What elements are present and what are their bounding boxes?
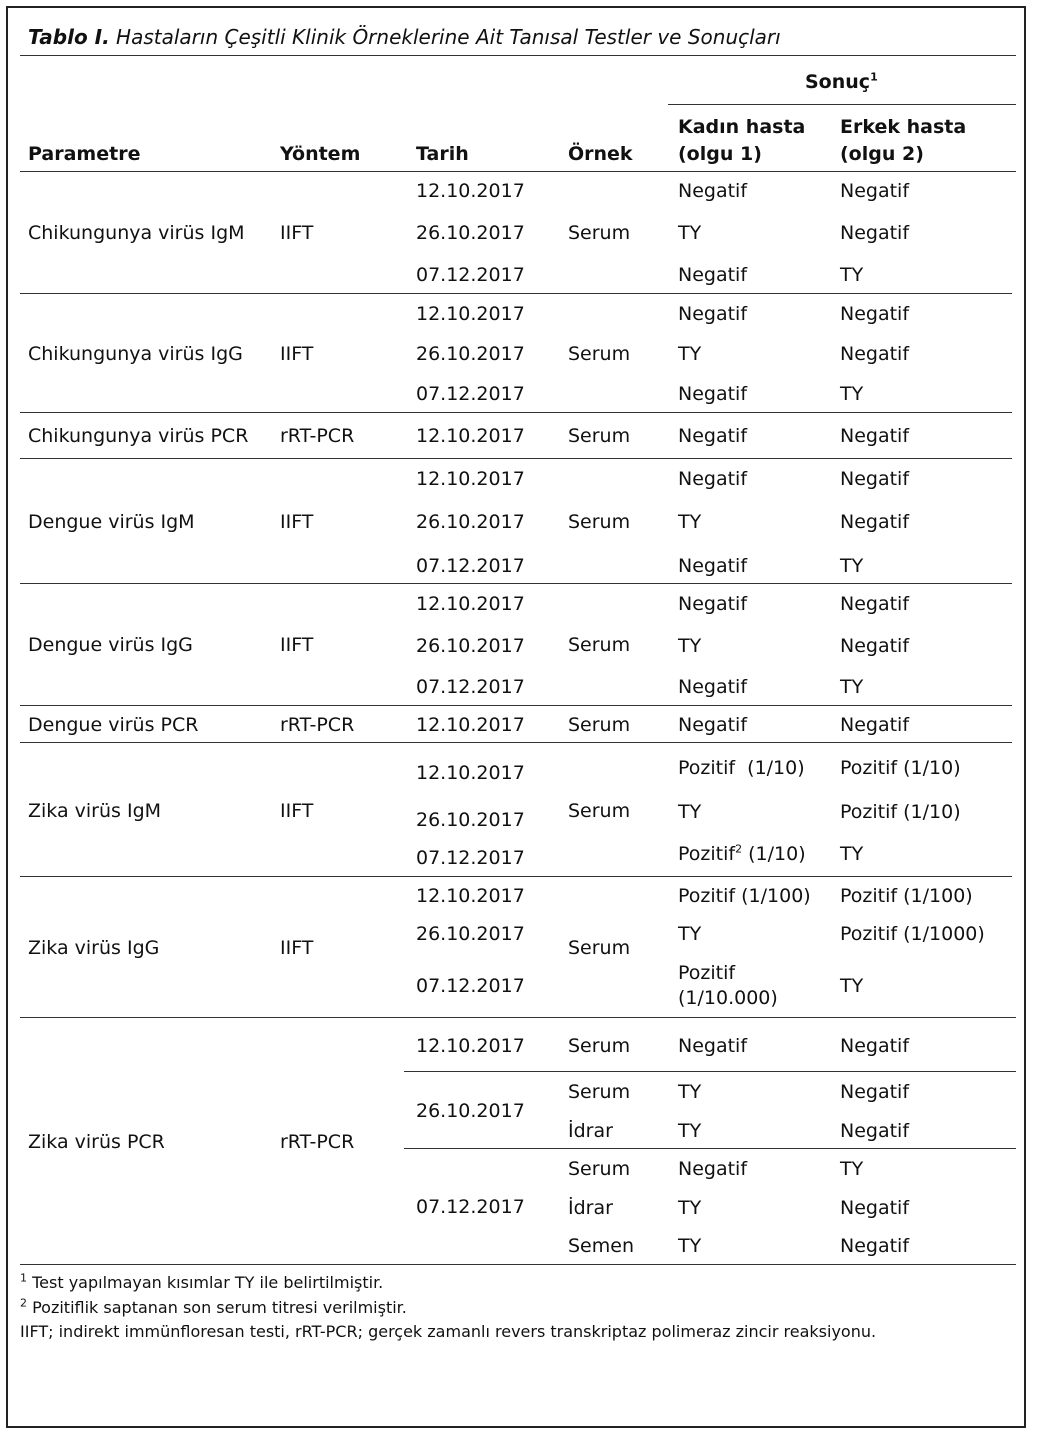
row-ornek: Serum (568, 1035, 631, 1057)
row-ornek: Serum (568, 511, 631, 533)
row-ornek: Serum (568, 343, 631, 365)
row-yontem: IIFT (280, 634, 314, 656)
result-kadin: TY (678, 1197, 702, 1219)
result-erkek: TY (840, 676, 864, 698)
result-erkek: TY (840, 1158, 864, 1180)
row-tarih: 07.12.2017 (416, 383, 525, 405)
header-rule (20, 171, 1016, 172)
result-kadin: Negatif (678, 303, 748, 325)
row-tarih: 26.10.2017 (416, 635, 525, 657)
result-kadin: Negatif (678, 264, 748, 286)
result-kadin: TY (678, 1235, 702, 1257)
row-ornek: İdrar (568, 1197, 613, 1219)
row-yontem: rRT-PCR (280, 1131, 355, 1153)
result-kadin: Negatif (678, 1035, 748, 1057)
header-yontem: Yöntem (280, 143, 361, 165)
result-kadin: TY (678, 635, 702, 657)
result-kadin: Negatif (678, 180, 748, 202)
row-yontem: IIFT (280, 343, 314, 365)
result-erkek: TY (840, 843, 864, 865)
row-tarih: 07.12.2017 (416, 555, 525, 577)
result-erkek: Negatif (840, 425, 910, 447)
table-bottom-rule (20, 1264, 1016, 1265)
row-yontem: IIFT (280, 511, 314, 533)
table-caption (28, 25, 781, 49)
row-tarih: 26.10.2017 (416, 222, 525, 244)
result-kadin: Negatif (678, 425, 748, 447)
result-erkek: TY (840, 264, 864, 286)
row-tarih: 26.10.2017 (416, 923, 525, 945)
row-ornek: Semen (568, 1235, 634, 1257)
row-tarih: 26.10.2017 (416, 343, 525, 365)
result-erkek: TY (840, 555, 864, 577)
row-tarih: 26.10.2017 (416, 1100, 525, 1122)
result-kadin: Negatif (678, 593, 748, 615)
result-erkek: Pozitif (1/100) (840, 885, 973, 907)
row-tarih: 12.10.2017 (416, 303, 525, 325)
row-rule (20, 1017, 1016, 1018)
result-kadin: Pozitif (1/10) (678, 757, 805, 779)
subrow-rule (404, 1071, 1016, 1072)
result-erkek: Negatif (840, 1235, 910, 1257)
row-ornek: Serum (568, 222, 631, 244)
result-erkek: TY (840, 383, 864, 405)
row-tarih: 12.10.2017 (416, 593, 525, 615)
row-tarih: 26.10.2017 (416, 809, 525, 831)
result-erkek: Negatif (840, 180, 910, 202)
result-kadin: TY (678, 1081, 702, 1103)
result-kadin: Negatif (678, 468, 748, 490)
row-rule (20, 583, 1012, 584)
row-ornek: İdrar (568, 1120, 613, 1142)
row-tarih: 07.12.2017 (416, 847, 525, 869)
result-erkek: Negatif (840, 303, 910, 325)
row-rule (20, 293, 1012, 294)
row-yontem: rRT-PCR (280, 714, 355, 736)
row-tarih: 07.12.2017 (416, 676, 525, 698)
result-kadin: Pozitif (1/100) (678, 885, 811, 907)
result-erkek: Pozitif (1/1000) (840, 923, 985, 945)
row-tarih: 07.12.2017 (416, 264, 525, 286)
row-tarih: 26.10.2017 (416, 511, 525, 533)
row-tarih: 12.10.2017 (416, 762, 525, 784)
row-tarih: 07.12.2017 (416, 975, 525, 997)
result-erkek: Negatif (840, 1035, 910, 1057)
row-tarih: 12.10.2017 (416, 1035, 525, 1057)
result-erkek: Negatif (840, 343, 910, 365)
row-tarih: 07.12.2017 (416, 1196, 525, 1218)
header-sonuc: Sonuç$^1$ (805, 70, 878, 93)
result-erkek: Negatif (840, 511, 910, 533)
row-parametre: Dengue virüs IgG (28, 634, 193, 656)
row-tarih: 12.10.2017 (416, 885, 525, 907)
row-rule (20, 458, 1012, 459)
result-erkek: Negatif (840, 222, 910, 244)
header-erkek-olgu: (olgu 2) (840, 143, 924, 165)
header-tarih: Tarih (416, 143, 469, 165)
caption-label: Tablo I. (28, 25, 110, 49)
header-kadin: Kadın hasta (678, 116, 806, 138)
result-erkek: Negatif (840, 1120, 910, 1142)
result-erkek: Pozitif (1/10) (840, 801, 961, 823)
result-erkek: Negatif (840, 593, 910, 615)
subrow-rule (404, 1148, 1016, 1149)
row-ornek: Serum (568, 714, 631, 736)
row-parametre: Chikungunya virüs PCR (28, 425, 249, 447)
result-erkek: Negatif (840, 635, 910, 657)
result-kadin: Pozitif (678, 962, 736, 984)
row-parametre: Chikungunya virüs IgG (28, 343, 243, 365)
result-kadin: Pozitif$^2$ (1/10) (678, 842, 806, 865)
row-parametre: Zika virüs PCR (28, 1131, 165, 1153)
row-rule (20, 742, 1012, 743)
result-kadin: TY (678, 222, 702, 244)
result-kadin: Negatif (678, 714, 748, 736)
header-parametre: Parametre (28, 143, 141, 165)
caption-rule (20, 55, 1016, 56)
row-parametre: Zika virüs IgG (28, 937, 160, 959)
result-kadin: Negatif (678, 383, 748, 405)
row-rule (20, 705, 1012, 706)
row-yontem: rRT-PCR (280, 425, 355, 447)
footnote-2: $^2$ Pozitiflik saptanan son serum titresi verilmiştir. (20, 1296, 407, 1317)
header-kadin-olgu: (olgu 1) (678, 143, 762, 165)
result-kadin: TY (678, 1120, 702, 1142)
result-erkek: Pozitif (1/10) (840, 757, 961, 779)
result-kadin: TY (678, 511, 702, 533)
row-tarih: 12.10.2017 (416, 425, 525, 447)
row-yontem: IIFT (280, 937, 314, 959)
result-kadin: (1/10.000) (678, 987, 778, 1009)
row-yontem: IIFT (280, 800, 314, 822)
row-ornek: Serum (568, 800, 631, 822)
row-ornek: Serum (568, 1158, 631, 1180)
row-rule (20, 412, 1012, 413)
row-tarih: 12.10.2017 (416, 180, 525, 202)
result-erkek: Negatif (840, 1197, 910, 1219)
result-kadin: Negatif (678, 1158, 748, 1180)
result-erkek: Negatif (840, 468, 910, 490)
caption-text: Hastaların Çeşitli Klinik Örneklerine Ait Tanısal Testler ve Sonuçları (116, 25, 781, 49)
row-tarih: 12.10.2017 (416, 714, 525, 736)
result-erkek: TY (840, 975, 864, 997)
result-kadin: TY (678, 801, 702, 823)
header-ornek: Örnek (568, 143, 633, 165)
result-kadin: TY (678, 923, 702, 945)
row-ornek: Serum (568, 1081, 631, 1103)
footnote-abbreviations: IIFT; indirekt immünfloresan testi, rRT-PCR; gerçek zamanlı revers transkriptaz polimeraz zincir reaksiyonu. (20, 1322, 877, 1341)
sonuc-rule (668, 104, 1016, 105)
row-parametre: Chikungunya virüs IgM (28, 222, 245, 244)
row-ornek: Serum (568, 634, 631, 656)
result-kadin: Negatif (678, 555, 748, 577)
row-tarih: 12.10.2017 (416, 468, 525, 490)
row-rule (20, 876, 1012, 877)
result-erkek: Negatif (840, 714, 910, 736)
row-parametre: Dengue virüs PCR (28, 714, 199, 736)
footnote-1: $^1$ Test yapılmayan kısımlar TY ile belirtilmiştir. (20, 1271, 384, 1292)
row-ornek: Serum (568, 937, 631, 959)
row-ornek: Serum (568, 425, 631, 447)
result-erkek: Negatif (840, 1081, 910, 1103)
row-parametre: Zika virüs IgM (28, 800, 162, 822)
header-erkek: Erkek hasta (840, 116, 967, 138)
result-kadin: Negatif (678, 676, 748, 698)
row-parametre: Dengue virüs IgM (28, 511, 195, 533)
result-kadin: TY (678, 343, 702, 365)
row-yontem: IIFT (280, 222, 314, 244)
